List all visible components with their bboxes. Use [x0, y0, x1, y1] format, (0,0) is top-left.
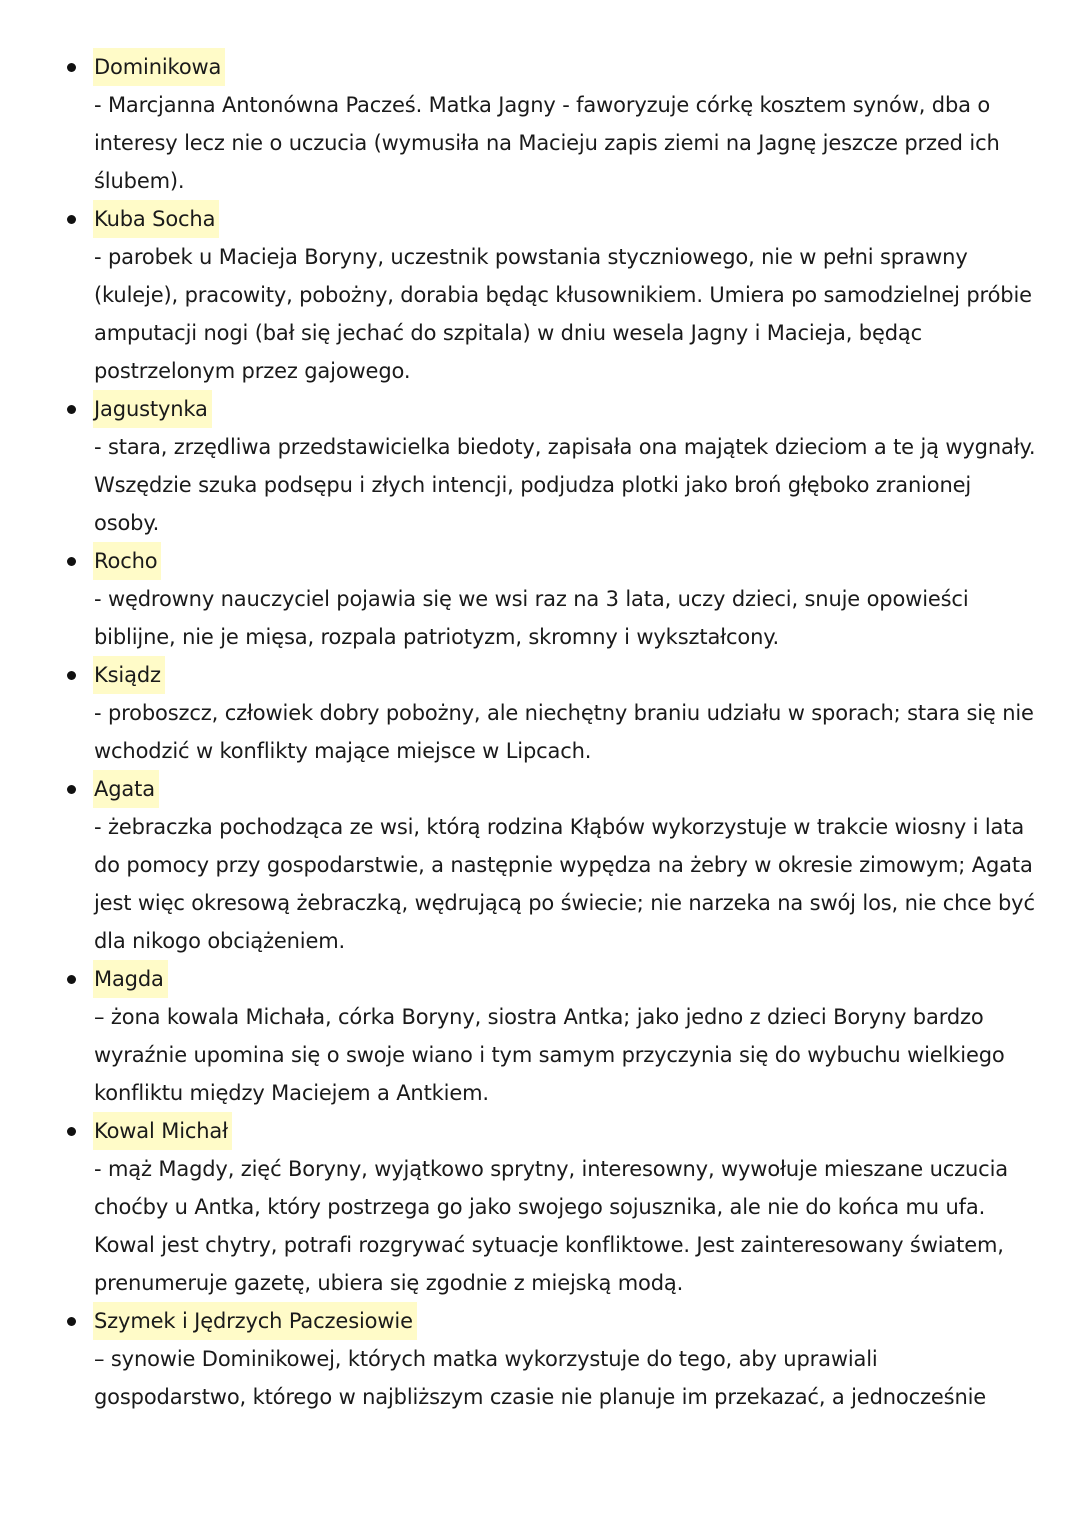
bullet-icon	[67, 1317, 76, 1326]
character-name: Rocho	[93, 542, 161, 580]
bullet-icon	[67, 215, 76, 224]
list-item-szymek-i-jedrzych	[0, 1302, 1080, 1416]
character-name: Kowal Michał	[93, 1112, 232, 1150]
character-description: – synowie Dominikowej, których matka wykorzystuje do tego, aby uprawiali gospodarstwo, którego w najbliższym czasie nie planuje im przekazać, a jednocześnie	[94, 1347, 987, 1409]
character-description: - proboszcz, człowiek dobry pobożny, ale niechętny braniu udziału w sporach; stara się nie wchodzić w konflikty mające miejsce w Lipcach.	[94, 701, 1034, 763]
character-name: Ksiądz	[93, 656, 165, 694]
character-description: - żebraczka pochodząca ze wsi, którą rodzina Kłąbów wykorzystuje w trakcie wiosny i lata do pomocy przy gospodarstwie, a następnie wypędza na żebry w okresie zimowym; Agata jest więc okresową żebraczką, wędrującą po świecie; nie narzeka na swój los, nie chce być dla nikogo obciążeniem.	[94, 815, 1035, 953]
bullet-icon	[67, 63, 76, 72]
character-description: - mąż Magdy, zięć Boryny, wyjątkowo sprytny, interesowny, wywołuje mieszane uczucia choćby u Antka, który postrzega go jako swojego sojusznika, ale nie do końca mu ufa. Kowal jest chytry, potrafi rozgrywać sytuacje konfliktowe. Jest zainteresowany światem, prenumeruje gazetę, ubiera się zgodnie z miejską modą.	[94, 1157, 1008, 1295]
character-name: Kuba Socha	[93, 200, 219, 238]
character-name: Magda	[93, 960, 168, 998]
character-description: - Marcjanna Antonówna Pacześ. Matka Jagny - faworyzuje córkę kosztem synów, dba o interesy lecz nie o uczucia (wymusiła na Macieju zapis ziemi na Jagnę jeszcze przed ich ślubem).	[94, 93, 1000, 193]
bullet-icon	[67, 1127, 76, 1136]
bullet-icon	[67, 671, 76, 680]
list-item-kowal-michal	[0, 1112, 1080, 1302]
bullet-icon	[67, 785, 76, 794]
list-item-rocho	[0, 542, 1080, 656]
character-name: Szymek i Jędrzych Paczesiowie	[93, 1302, 417, 1340]
bullet-icon	[67, 975, 76, 984]
character-name: Dominikowa	[93, 48, 225, 86]
character-description: – żona kowala Michała, córka Boryny, siostra Antka; jako jedno z dzieci Boryny bardzo wyraźnie upomina się o swoje wiano i tym samym przyczynia się do wybuchu wielkiego konfliktu między Maciejem a Antkiem.	[94, 1005, 1005, 1105]
character-name: Agata	[93, 770, 159, 808]
bullet-icon	[67, 405, 76, 414]
list-item-ksiadz	[0, 656, 1080, 770]
character-description: - parobek u Macieja Boryny, uczestnik powstania styczniowego, nie w pełni sprawny (kuleje), pracowity, pobożny, dorabia będąc kłusownikiem. Umiera po samodzielnej próbie amputacji nogi (bał się jechać do szpitala) w dniu wesela Jagny i Macieja, będąc postrzelonym przez gajowego.	[94, 245, 1032, 383]
character-description: - stara, zrzędliwa przedstawicielka biedoty, zapisała ona majątek dzieciom a te ją wygnały. Wszędzie szuka podsępu i złych intencji, podjudza plotki jako broń głęboko zranionej osoby.	[94, 435, 1036, 535]
character-description: - wędrowny nauczyciel pojawia się we wsi raz na 3 lata, uczy dzieci, snuje opowieści biblijne, nie je mięsa, rozpala patriotyzm, skromny i wykształcony.	[94, 587, 969, 649]
list-item-dominikowa	[0, 48, 1080, 200]
bullet-icon	[67, 557, 76, 566]
list-item-jagustynka	[0, 390, 1080, 542]
character-name: Jagustynka	[93, 390, 212, 428]
list-item-kuba-socha	[0, 200, 1080, 390]
list-item-magda	[0, 960, 1080, 1112]
character-list	[0, 48, 1080, 1416]
list-item-agata	[0, 770, 1080, 960]
